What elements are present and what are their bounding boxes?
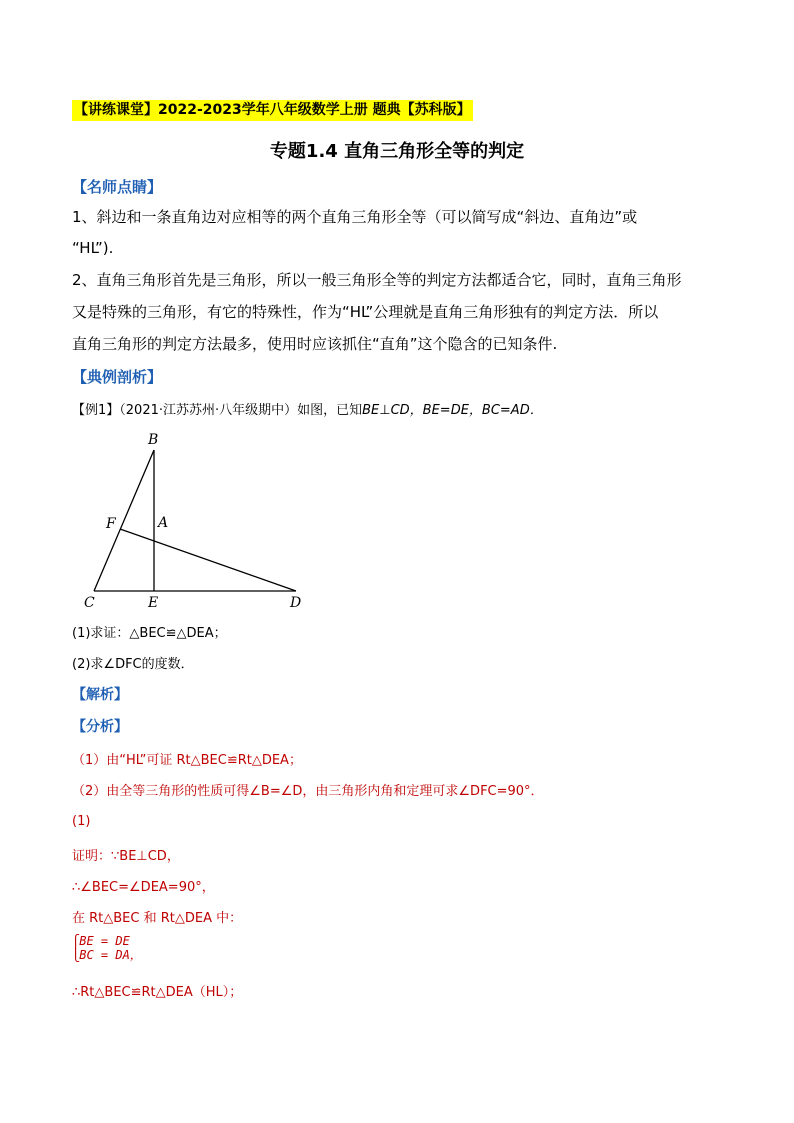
point2-line1: 2、直角三角形首先是三角形，所以一般三角形全等的判定方法都适合它，同时，直角三角形 xyxy=(72,271,682,289)
analysis-1: （1）由“HL”可证 Rt△BEC≌Rt△DEA； xyxy=(72,753,302,768)
proof-conclusion: ∴Rt△BEC≌Rt△DEA（HL）； xyxy=(72,985,243,1000)
section-heading-jiexi: 【解析】 xyxy=(72,687,128,703)
label-A: A xyxy=(158,515,169,531)
label-D: D xyxy=(290,595,302,611)
proof-line-2: ∴∠BEC=∠DEA=90°， xyxy=(72,880,215,895)
point1-line1: 1、斜边和一条直角边对应相等的两个直角三角形全等（可以简写成“斜边、直角边”或 xyxy=(72,208,638,226)
segment-BC xyxy=(94,450,154,591)
section-heading-teacher: 【名师点睛】 xyxy=(72,178,163,196)
segment-FD xyxy=(120,529,296,591)
point1-line2: “HL”). xyxy=(72,239,114,257)
example-1-conditions: BE⊥CD，BE=DE，BC=AD． xyxy=(362,403,543,418)
example-1-statement xyxy=(72,399,543,418)
label-F: F xyxy=(106,516,116,532)
point2-line3: 直角三角形的判定方法最多，使用时应该抓住“直角”这个隐含的已知条件. xyxy=(72,335,558,353)
equation-system-line-2: ⎩BC = DA， xyxy=(72,948,142,962)
triangle-figure xyxy=(80,425,320,615)
label-E: E xyxy=(148,595,159,611)
header-banner: 【讲练课堂】2022-2023学年八年级数学上册 题典【苏科版】 xyxy=(72,100,473,121)
question-2: (2)求∠DFC的度数． xyxy=(72,657,194,672)
example-1-prefix: 【例1】（2021·江苏苏州·八年级期中）如图，已知 xyxy=(72,403,363,418)
analysis-2: （2）由全等三角形的性质可得∠B=∠D，由三角形内角和定理可求∠DFC=90°． xyxy=(72,784,544,799)
page-title: 专题1.4 直角三角形全等的判定 xyxy=(269,141,525,162)
label-B: B xyxy=(148,432,159,448)
proof-line-1: 证明：∵BE⊥CD， xyxy=(72,849,180,864)
section-heading-fenxi: 【分析】 xyxy=(72,719,128,735)
part-1-label: (1) xyxy=(72,814,91,829)
section-heading-examples: 【典例剖析】 xyxy=(72,368,163,386)
equation-system-line-1: ⎧BE = DE xyxy=(72,934,130,948)
question-1: (1)求证：△BEC≌△DEA； xyxy=(72,626,227,641)
point2-line2: 又是特殊的三角形，有它的特殊性，作为“HL”公理就是直角三角形独有的判定方法．所以 xyxy=(72,303,659,321)
label-C: C xyxy=(84,595,95,611)
proof-line-3: 在 Rt△BEC 和 Rt△DEA 中： xyxy=(72,911,243,926)
